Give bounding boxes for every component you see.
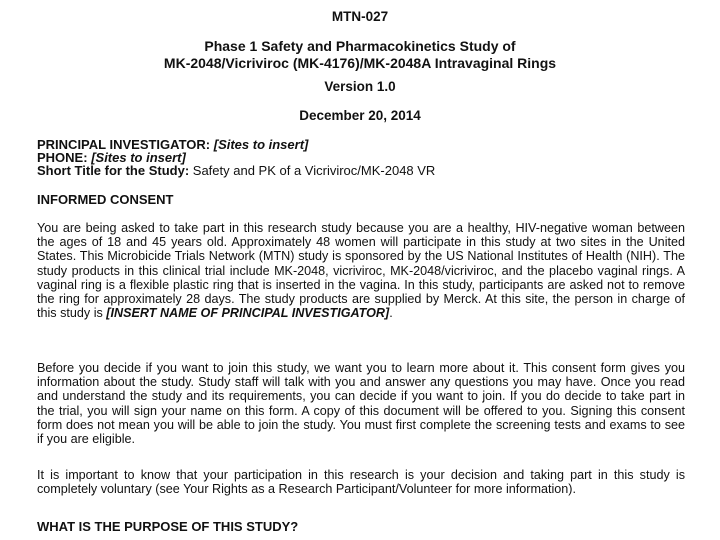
pi-name-placeholder: [INSERT NAME OF PRINCIPAL INVESTIGATOR] xyxy=(106,306,390,321)
version-label: Version 1.0 xyxy=(324,79,396,94)
study-title xyxy=(0,38,720,72)
pi-label: PRINCIPAL INVESTIGATOR: xyxy=(37,137,211,152)
purpose-heading: WHAT IS THE PURPOSE OF THIS STUDY? xyxy=(37,519,299,534)
study-title-line-2: MK-2048/Vicriviroc (MK-4176)/MK-2048A Intravaginal Rings xyxy=(163,55,557,71)
short-title-value: Safety and PK of a Vicriviroc/MK-2048 VR xyxy=(189,163,436,178)
informed-consent-heading: INFORMED CONSENT xyxy=(37,192,174,207)
phone-label: PHONE: xyxy=(37,150,88,165)
consent-paragraph-2: Before you decide if you want to join this study, we want you to learn more about it. This consent form gives you information about the study. Study staff will talk with you and answer any questions you may have. Once you read and understand the study and its requirements, you can decide if you want to join. If you do decide to take part in the trial, you will sign your name on this form. A copy of this document will be offered to you. Signing this consent form does not mean you will be able to join the study. You must first complete the screening tests and exams to see if you are eligible. xyxy=(37,361,685,447)
short-title-line xyxy=(37,163,435,178)
consent-paragraph-3: It is important to know that your participation in this research is your decision and taking part in this study is completely voluntary (see Your Rights as a Research Participant/Volunteer for more information). xyxy=(37,468,685,497)
consent-paragraph-1 xyxy=(37,221,685,320)
pi-value: [Sites to insert] xyxy=(213,137,309,152)
document-date: December 20, 2014 xyxy=(299,108,421,123)
study-title-line-1: Phase 1 Safety and Pharmacokinetics Study of xyxy=(204,38,516,54)
protocol-id: MTN-027 xyxy=(331,9,389,24)
phone-value: [Sites to insert] xyxy=(91,150,186,165)
short-title-label: Short Title for the Study xyxy=(37,163,185,178)
paragraph-1-text: You are being asked to take part in this research study because you are a healthy, HIV-negative woman between the ages of 18 and 45 years old. Approximately 48 women will participate in this study at two sites in the United States. This Microbicide Trials Network (MTN) study is sponsored by the US National Institutes of Health (NIH). The study products in this clinical trial include MK-2048, vicriviroc, MK-2048/vicriviroc, and the placebo vaginal rings. A vaginal ring is a flexible plastic ring that is inserted in the vagina. In this study, participants are asked not to remove the ring for approximately 28 days. The study products are supplied by Merck. At this site, the person in charge of this study is xyxy=(37,221,685,321)
short-title-separator: : xyxy=(184,163,190,178)
paragraph-1-end: . xyxy=(389,306,393,321)
